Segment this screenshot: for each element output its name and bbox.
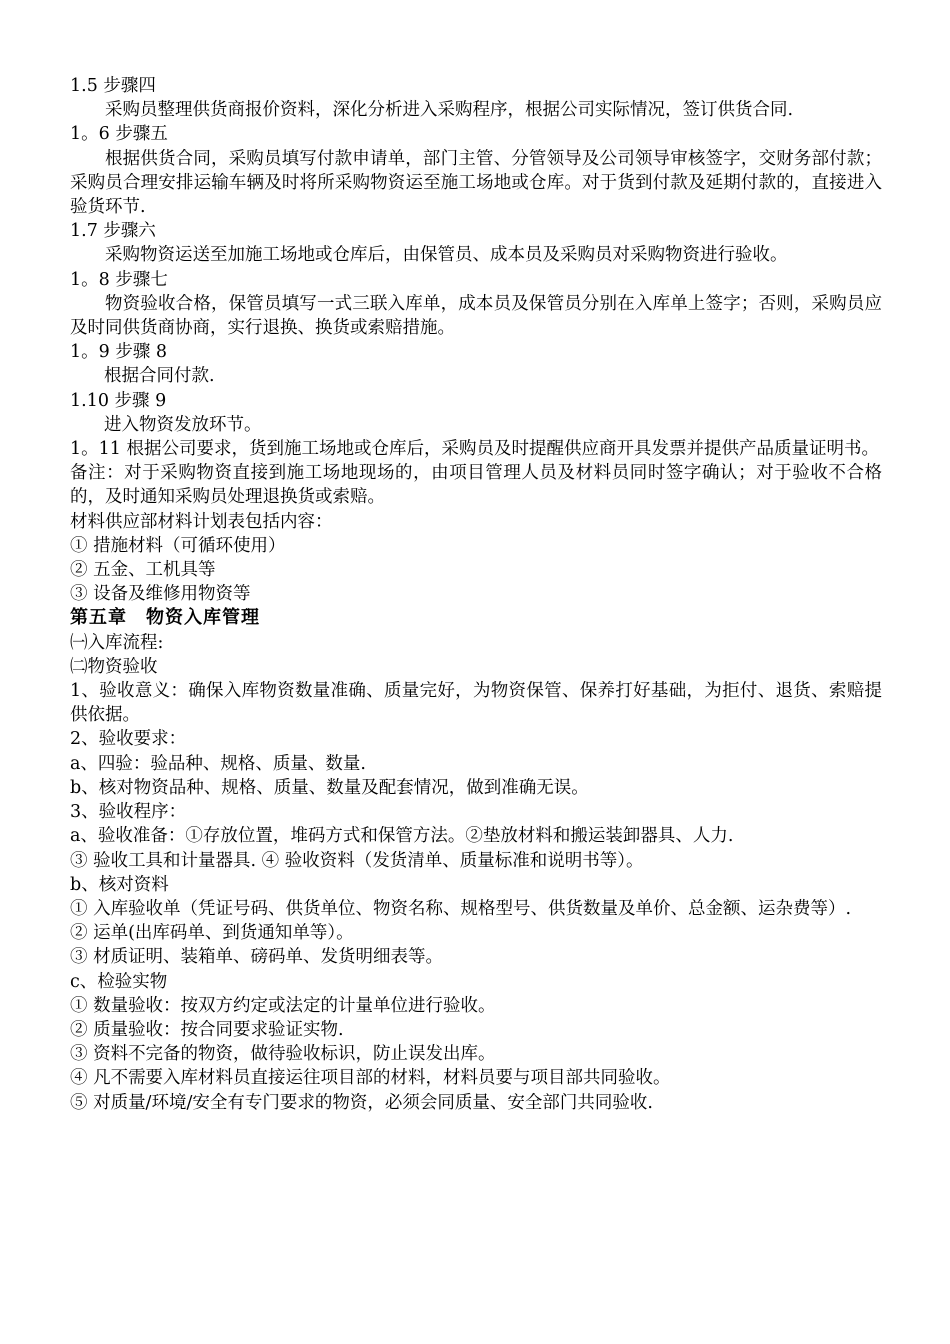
paragraph: 1。9 步骤 8 <box>70 342 168 363</box>
paragraph: 1。6 步骤五 <box>70 124 168 145</box>
paragraph: 材料供应部材料计划表包括内容： <box>70 511 333 532</box>
paragraph: 1.10 步骤 9 <box>70 390 167 411</box>
paragraph: a、验收准备：①存放位置，堆码方式和保管方法。②垫放材料和搬运装卸器具、人力. <box>70 826 734 847</box>
paragraph: c、检验实物 <box>70 971 168 992</box>
paragraph: ③ 设备及维修用物资等 <box>70 584 251 605</box>
paragraph: ② 运单(出库码单、到货通知单等）。 <box>70 923 354 944</box>
paragraph: ① 数量验收：按双方约定或法定的计量单位进行验收。 <box>70 995 496 1016</box>
paragraph: b、核对资料 <box>70 874 169 895</box>
paragraph: 2、验收要求： <box>70 729 187 750</box>
paragraph: 根据供货合同，采购员填写付款申请单，部门主管、分管领导及公司领导审核签字，交财务部付款；采购员合理安排运输车辆及时将所采购物资运至施工场地或仓库。对于货到付款及延期付款的，直接进入验货环节. <box>70 148 882 218</box>
paragraph: ③ 材质证明、装箱单、磅码单、发货明细表等。 <box>70 947 444 968</box>
paragraph: 3、验收程序： <box>70 802 187 823</box>
paragraph: ③ 验收工具和计量器具. ④ 验收资料（发货清单、质量标准和说明书等）。 <box>70 850 644 871</box>
paragraph: ② 质量验收：按合同要求验证实物. <box>70 1019 344 1040</box>
paragraph: 物资验收合格，保管员填写一式三联入库单，成本员及保管员分别在入库单上签字；否则，采购员应及时同供货商协商，实行退换、换货或索赔措施。 <box>70 293 882 339</box>
paragraph: ㈡物资验收 <box>70 656 158 677</box>
paragraph: 备注：对于采购物资直接到施工场地现场的，由项目管理人员及材料员同时签字确认；对于验收不合格的，及时通知采购员处理退换货或索赔。 <box>70 463 882 508</box>
paragraph: ㈠入库流程: <box>70 632 164 653</box>
paragraph: 1.7 步骤六 <box>70 221 156 242</box>
paragraph: 1。11 根据公司要求，货到施工场地或仓库后，采购员及时提醒供应商开具发票并提供产品质量证明书。 <box>70 439 879 460</box>
paragraph: 采购物资运送至加施工场地或仓库后，由保管员、成本员及采购员对采购物资进行验收。 <box>105 245 788 266</box>
paragraph: 进入物资发放环节。 <box>104 414 262 435</box>
paragraph: 1.5 步骤四 <box>70 76 156 96</box>
paragraph: ② 五金、工机具等 <box>70 560 216 581</box>
paragraph: 1。8 步骤七 <box>70 269 168 290</box>
document-page <box>70 74 882 1115</box>
chapter-heading: 第五章 物资入库管理 <box>70 607 260 629</box>
paragraph: ④ 凡不需要入库材料员直接运往项目部的材料，材料员要与项目部共同验收。 <box>70 1068 671 1089</box>
paragraph: 采购员整理供货商报价资料，深化分析进入采购程序，根据公司实际情况，签订供货合同. <box>105 100 794 121</box>
paragraph: 1、验收意义：确保入库物资数量准确、质量完好，为物资保管、保养打好基础，为拒付、退货、索赔提供依据。 <box>70 681 882 726</box>
paragraph: 根据合同付款. <box>104 366 215 387</box>
paragraph: ③ 资料不完备的物资，做待验收标识，防止误发出库。 <box>70 1044 496 1065</box>
paragraph: b、核对物资品种、规格、质量、数量及配套情况，做到准确无误。 <box>70 777 589 798</box>
paragraph: a、四验：验品种、规格、质量、数量. <box>70 753 366 774</box>
paragraph: ① 措施材料（可循环使用） <box>70 535 286 556</box>
paragraph: ⑤ 对质量/环境/安全有专门要求的物资，必须会同质量、安全部门共同验收. <box>70 1092 653 1113</box>
paragraph: ① 入库验收单（凭证号码、供货单位、物资名称、规格型号、供货数量及单价、总金额、运杂费等）. <box>70 898 852 919</box>
